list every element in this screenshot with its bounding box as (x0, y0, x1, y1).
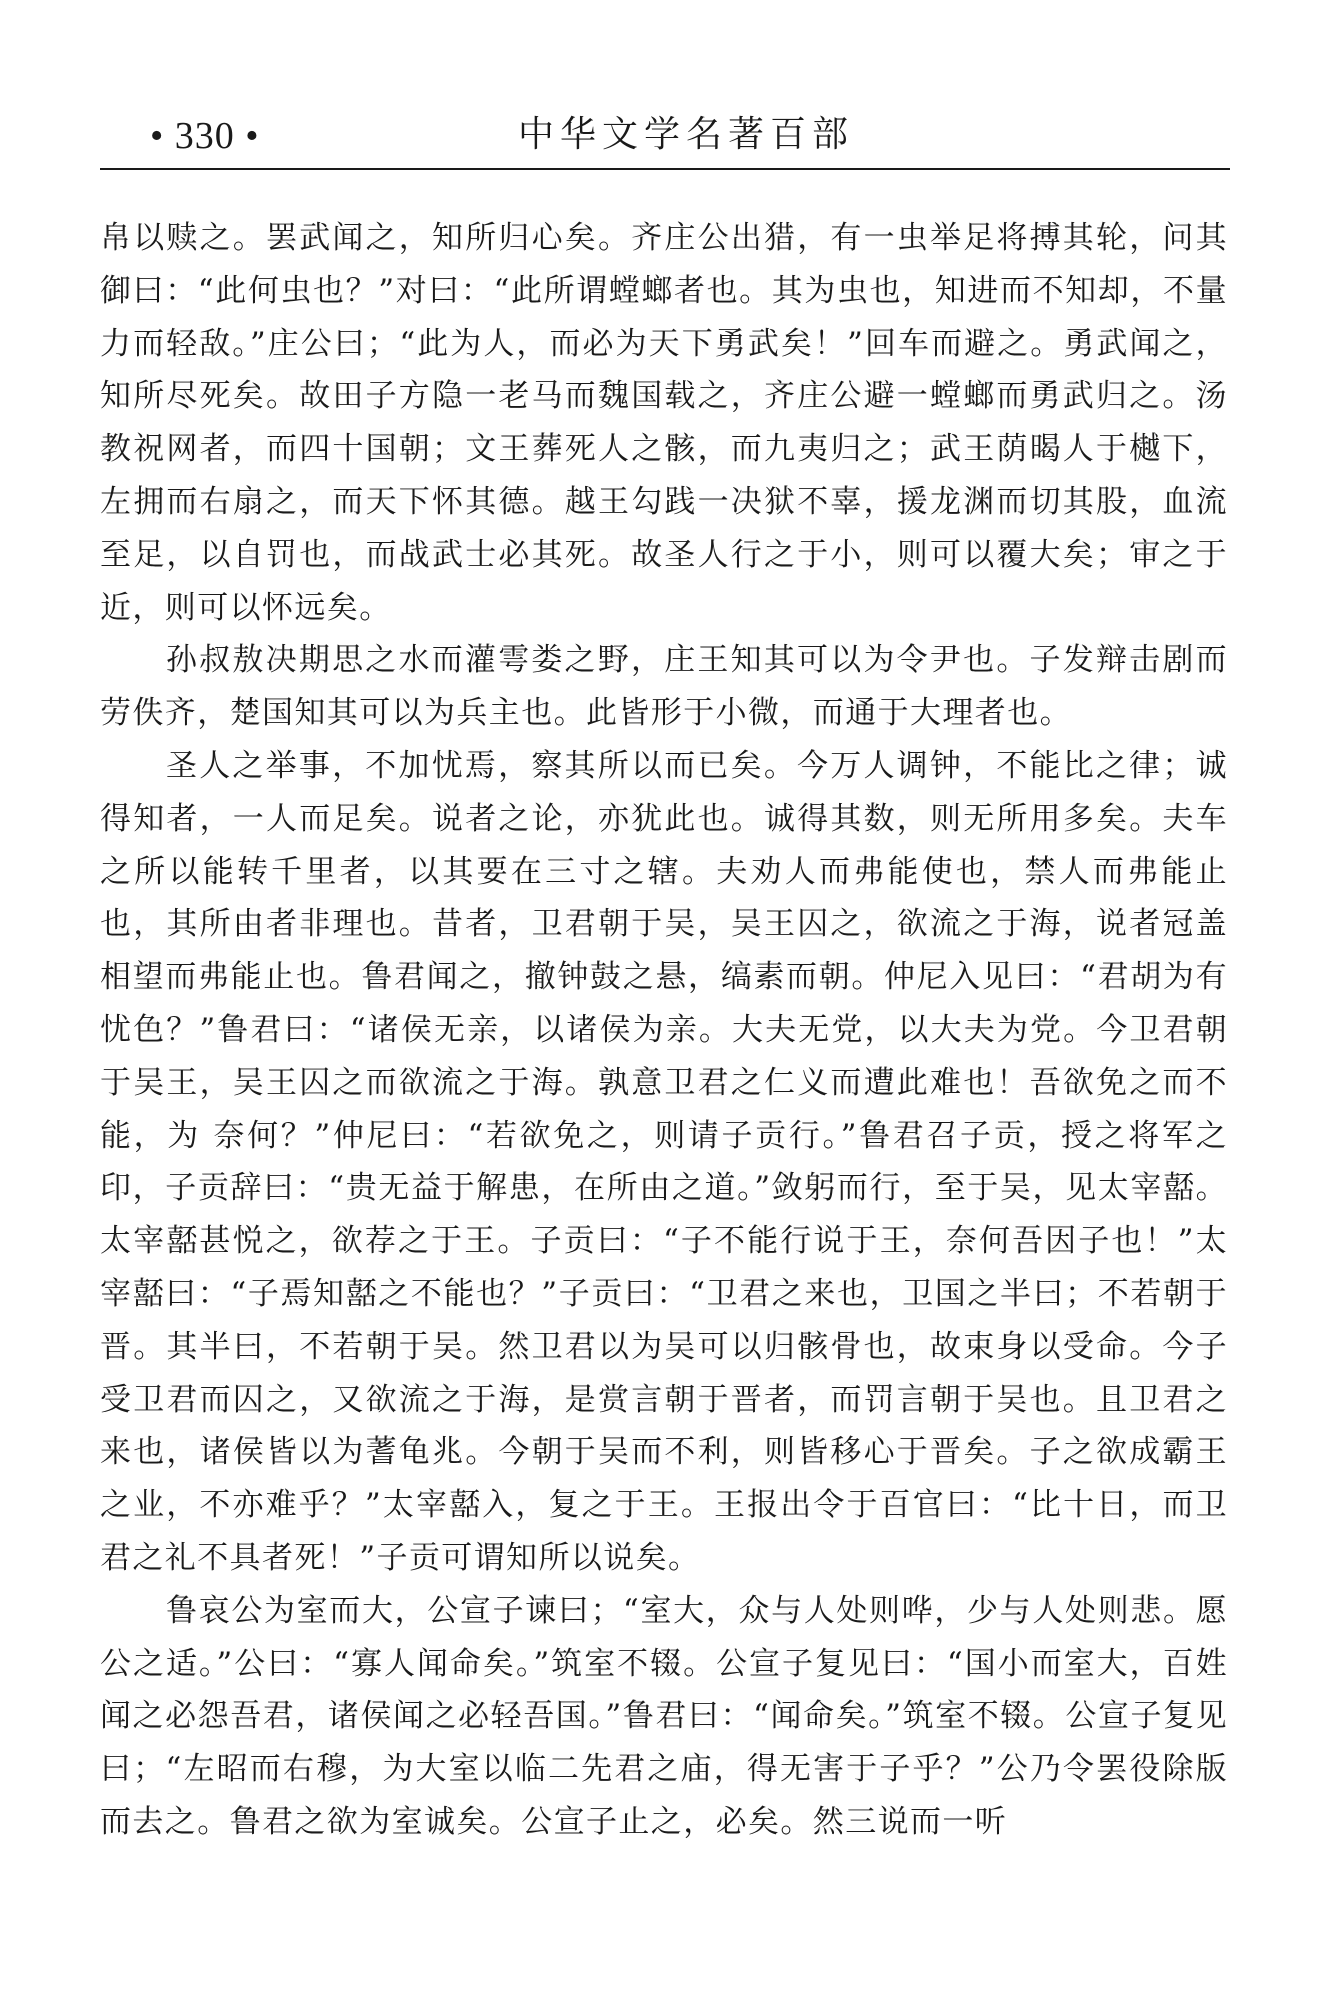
page-number: • 330 • (150, 115, 260, 157)
book-title: 中华文学名著百部 (518, 114, 855, 155)
header-rule (100, 168, 1230, 170)
paragraph-3: 圣人之举事，不加忧焉，察其所以而已矣。今万人调钟，不能比之律；诚得知者，一人而足矣。说者之论，亦犹此也。诚得其数，则无所用多矣。夫车之所以能转千里者，以其要在三寸之辖。夫劝人而弗能使也，禁人而弗能止也，其所由者非理也。昔者，卫君朝于吴，吴王囚之，欲流之于海，说者冠盖相望而弗能止也。鲁君闻之，撤钟鼓之悬，缟素而朝。仲尼入见曰：“君胡为有忧色？”鲁君曰：“诸侯无亲，以诸侯为亲。大夫无党，以大夫为党。今卫君朝于吴王，吴王囚之而欲流之于海。孰意卫君之仁义而遭此难也！吾欲免之而不能，为 奈何？”仲尼曰：“若欲免之，则请子贡行。”鲁君召子贡，授之将军之印，子贡辞曰：“贵无益于解患，在所由之道。”敛躬而行，至于吴，见太宰嚭。太宰嚭甚悦之，欲荐之于王。子贡曰：“子不能行说于王，奈何吾因子也！”太宰嚭曰：“子焉知嚭之不能也？”子贡曰：“卫君之来也，卫国之半曰；不若朝于晋。其半曰，不若朝于吴。然卫君以为吴可以归骸骨也，故束身以受命。今子受卫君而囚之，又欲流之于海，是赏言朝于晋者，而罚言朝于吴也。且卫君之来也，诸侯皆以为蓍龟兆。今朝于吴而不利，则皆移心于晋矣。子之欲成霸王之业，不亦难乎？”太宰嚭入，复之于王。王报出令于百官曰：“比十日，而卫君之礼不具者死！”子贡可谓知所以说矣。 (100, 747, 1228, 1576)
body-text (100, 212, 1228, 1849)
paragraph-2: 孙叔敖决期思之水而灌雩娄之野，庄王知其可以为令尹也。子发辩击剧而劳佚齐，楚国知其可以为兵主也。此皆形于小微，而通于大理者也。 (100, 642, 1228, 732)
paragraph-4: 鲁哀公为室而大，公宣子谏曰；“室大，众与人处则哗，少与人处则悲。愿公之适。”公曰：“寡人闻命矣。”筑室不辍。公宣子复见曰：“国小而室大，百姓闻之必怨吾君，诸侯闻之必轻吾国。”鲁君曰：“闻命矣。”筑室不辍。公宣子复见曰；“左昭而右穆，为大室以临二先君之庙，得无害于子乎？”公乃令罢役除版而去之。鲁君之欲为室诚矣。公宣子止之，必矣。然三说而一听 (100, 1592, 1228, 1840)
paragraph-1: 帛以赎之。罢武闻之，知所归心矣。齐庄公出猎，有一虫举足将搏其轮，问其御曰：“此何虫也？”对曰：“此所谓螳螂者也。其为虫也，知进而不知却，不量力而轻敌。”庄公曰；“此为人，而必为天下勇武矣！”回车而避之。勇武闻之，知所尽死矣。故田子方隐一老马而魏国载之，齐庄公避一螳螂而勇武归之。汤教祝网者，而四十国朝；文王葬死人之骸，而九夷归之；武王荫暍人于樾下，左拥而右扇之，而天下怀其德。越王勾践一决狱不辜，援龙渊而切其股，血流至足，以自罚也，而战武士必其死。故圣人行之于小，则可以覆大矣；审之于近，则可以怀远矣。 (100, 220, 1228, 626)
page-header (100, 100, 1230, 170)
